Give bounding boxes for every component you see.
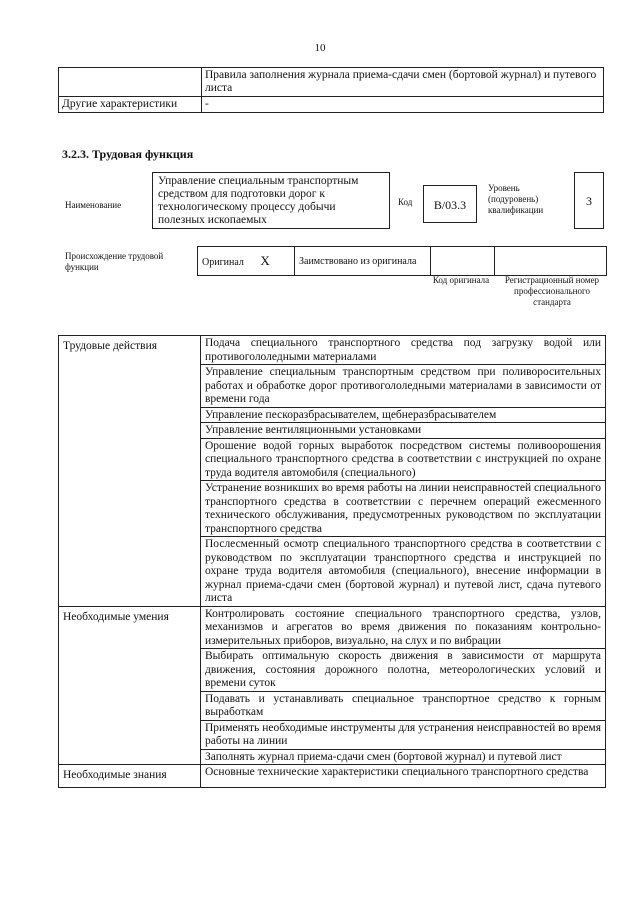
original-label: Оригинал [202, 256, 244, 268]
original-cell [198, 247, 295, 276]
original-mark: X [260, 252, 270, 268]
list-item: Заполнять журнал приема-сдачи смен (бортовой журнал) и путевой лист [201, 749, 606, 765]
code-original-cell [431, 247, 495, 276]
section-title: 3.2.3. Трудовая функция [62, 147, 194, 161]
table-row [59, 68, 604, 97]
name-label: Наименование [65, 200, 122, 210]
borrowed-cell: Заимствовано из оригинала [295, 247, 431, 276]
list-item: Управление пескоразбрасывателем, щебнеразбрасывателем [201, 407, 606, 423]
function-name-box: Управление специальным транспортным средством для подготовки дорог к технологическому процессу добычи полезных ископаемых [152, 172, 390, 229]
level-box: 3 [574, 172, 604, 229]
table-row [59, 765, 606, 788]
table-row [198, 247, 607, 276]
reg-number-cell [495, 247, 607, 276]
list-item: Подавать и устанавливать специальное транспортное средство к горным выработкам [201, 691, 606, 720]
list-item: Применять необходимые инструменты для устранения неисправностей во время работы на линии [201, 720, 606, 749]
list-item: Управление специальным транспортным средством при поливоросительных работах и обработке дорог противогололедными материалами в зависимости от времени года [201, 365, 606, 408]
list-item: Подача специального транспортного средства под загрузку водой или противогололедными материалами [201, 336, 606, 365]
list-item: Основные технические характеристики специального транспортного средства [201, 765, 606, 788]
list-item: Устранение возникших во время работы на линии неисправностей специального транспортного средства в соответствии с перечнем операций ежесменного технического обслуживания, предусмотренных руководством по эксплуатации транспортного средства [201, 481, 606, 537]
list-item: Управление вентиляционными установками [201, 423, 606, 439]
category-label: Необходимые знания [59, 765, 201, 788]
labor-function-table [58, 335, 606, 788]
list-item: Послесменный осмотр специального транспортного средства в соответствии с руководством по эксплуатации транспортного средства и инструкцией по охране труда водителя автомобиля (специального), внесение информации в журнал приема-сдачи смен (бортовой журнал) и путевой лист, сдача путевого листа [201, 537, 606, 607]
category-label: Необходимые умения [59, 606, 201, 765]
list-item: Выбирать оптимальную скорость движения в зависимости от маршрута движения, состояния дорожного полотна, метеорологических условий и времени суток [201, 649, 606, 692]
code-original-caption: Код оригинала [432, 275, 490, 285]
origin-table [197, 246, 607, 276]
reg-number-caption: Регистрационный номер профессионального стандарта [504, 275, 600, 307]
row-value: Правила заполнения журнала приема-сдачи смен (бортовой журнал) и путевого листа [202, 68, 604, 97]
origin-label: Происхождение трудовой функции [65, 251, 164, 272]
table-row [59, 336, 606, 365]
category-label: Трудовые действия [59, 336, 201, 607]
top-characteristics-table [58, 67, 604, 113]
page-number: 10 [314, 42, 326, 54]
table-row [59, 606, 606, 649]
function-code-box: В/03.3 [423, 185, 477, 223]
list-item: Орошение водой горных выработок посредством системы поливоорошения специального транспортного средства в соответствии с инструкцией по охране труда водителя автомобиля (специального) [201, 438, 606, 481]
level-label: Уровень (подуровень) квалификации [488, 183, 544, 215]
row-value: - [202, 97, 604, 113]
table-row [59, 97, 604, 113]
row-label: Другие характеристики [59, 97, 202, 113]
code-label: Код [398, 197, 413, 207]
list-item: Контролировать состояние специального транспортного средства, узлов, механизмов и агрегатов во время движения по показаниям контрольно-измерительных приборов, визуально, на слух и по вибрации [201, 606, 606, 649]
row-label [59, 68, 202, 97]
